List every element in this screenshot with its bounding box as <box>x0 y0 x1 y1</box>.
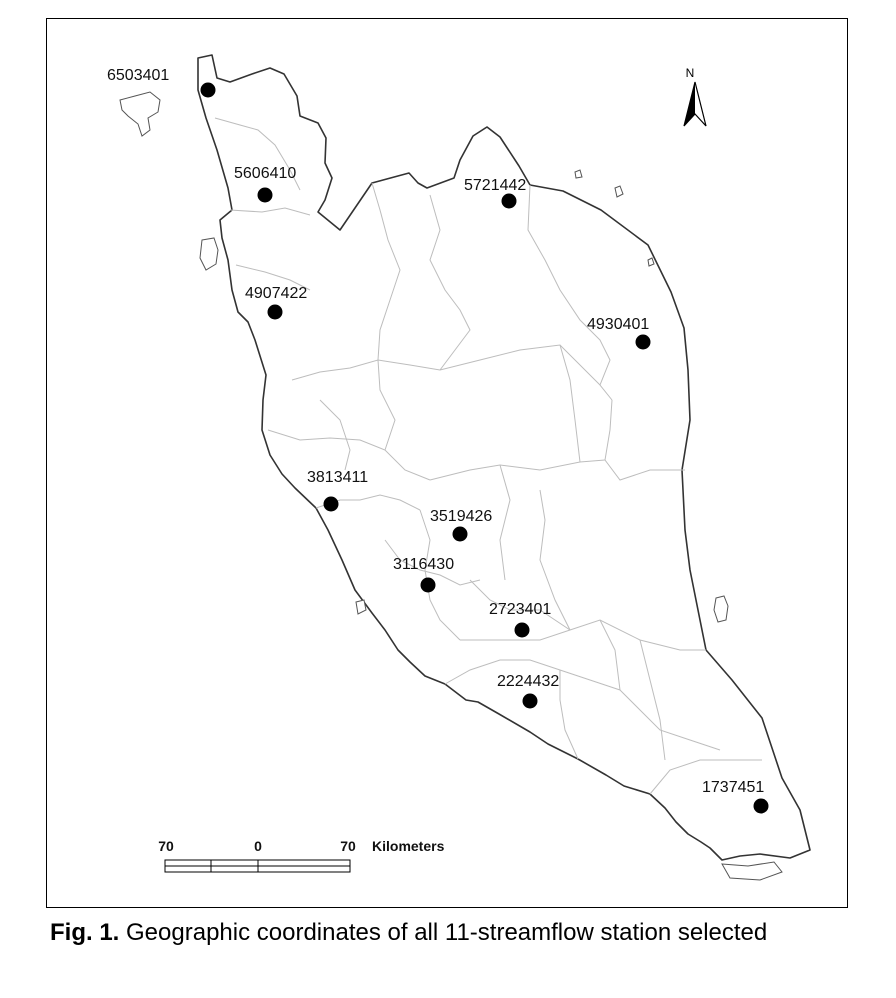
island-ketam <box>356 600 366 614</box>
station-label: 6503401 <box>107 67 170 84</box>
station-label: 3813411 <box>307 469 369 486</box>
north-arrow <box>684 66 706 126</box>
station-marker[interactable] <box>258 188 273 203</box>
station-marker[interactable] <box>324 497 339 512</box>
island-singapore <box>722 862 782 880</box>
station-label: 4907422 <box>245 285 308 302</box>
scale-tick-zero: 0 <box>254 838 262 854</box>
station-label: 3116430 <box>393 556 455 573</box>
figure-caption <box>50 916 845 950</box>
station-marker[interactable] <box>523 694 538 709</box>
station-marker[interactable] <box>515 623 530 638</box>
caption-text: Geographic coordinates of all 11-streamflow station selected <box>126 919 768 946</box>
island-tioman <box>714 596 728 622</box>
island-perhentian <box>615 186 623 197</box>
scale-bar <box>158 838 444 872</box>
station-label: 2723401 <box>489 601 552 618</box>
island-redang <box>575 170 582 178</box>
station-marker[interactable] <box>754 799 769 814</box>
scale-unit: Kilometers <box>372 838 445 854</box>
station-marker[interactable] <box>502 194 517 209</box>
station-marker[interactable] <box>453 527 468 542</box>
station-label: 5606410 <box>234 165 297 182</box>
scale-tick-right: 70 <box>340 838 356 854</box>
station-marker[interactable] <box>268 305 283 320</box>
station-label: 3519426 <box>430 508 493 525</box>
scale-tick-left: 70 <box>158 838 174 854</box>
station-marker[interactable] <box>201 83 216 98</box>
north-arrow-label: N <box>685 66 695 80</box>
station-marker[interactable] <box>421 578 436 593</box>
station-label: 2224432 <box>497 673 560 690</box>
station-marker[interactable] <box>636 335 651 350</box>
station-label: 1737451 <box>702 779 765 796</box>
station-label: 5721442 <box>464 177 527 194</box>
caption-lead: Fig. 1. <box>50 919 120 946</box>
island-langkawi <box>120 92 160 136</box>
station-label: 4930401 <box>587 316 650 333</box>
island-penang <box>200 238 218 270</box>
